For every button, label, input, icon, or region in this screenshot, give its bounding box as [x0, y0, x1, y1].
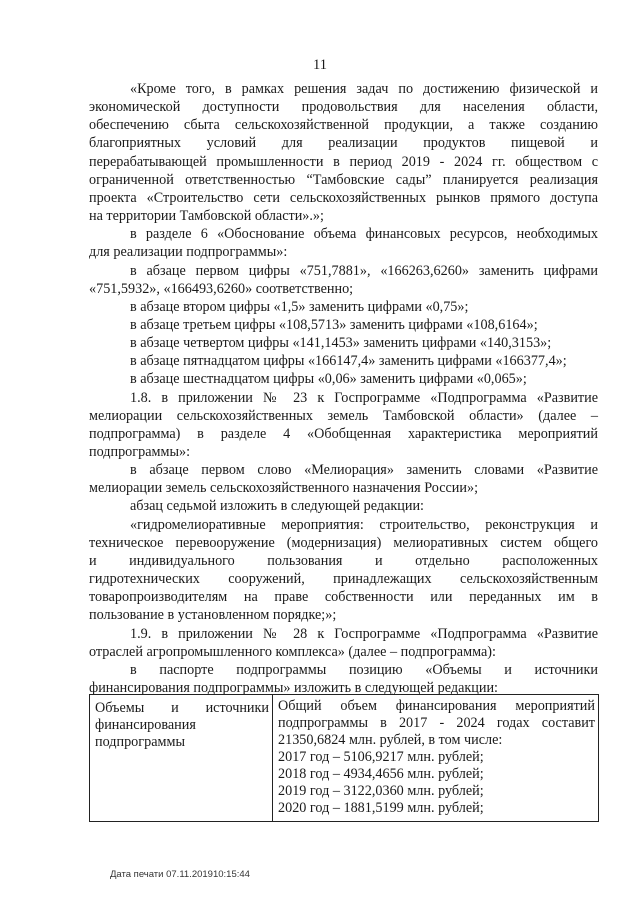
text-line: для реализации подпрограммы»: — [89, 244, 288, 261]
text-line: на территории Тамбовской области».»; — [89, 208, 324, 225]
text-line: отраслей агропромышленного комплекса» (далее – подпрограмма): — [89, 643, 496, 660]
text-line: в абзаце шестнадцатом цифры «0,06» заменить цифрами «0,065»; — [130, 371, 527, 388]
text-line: абзац седьмой изложить в следующей редакции: — [130, 498, 425, 515]
text-line: в абзаце пятнадцатом цифры «166147,4» заменить цифрами «166377,4»; — [130, 353, 567, 370]
funding-value-cell — [273, 695, 599, 822]
text-line: мелиорации сельскохозяйственных земель Тамбовской области» (далее – — [89, 407, 598, 424]
text-line: в абзаце третьем цифры «108,5713» заменить цифрами «108,6164»; — [130, 316, 538, 333]
table-cell-line: 2018 год – 4934,4656 млн. рублей; — [278, 766, 484, 782]
text-line: экономической доступности продовольствия для населения области, — [89, 99, 598, 116]
text-line: проекта «Строительство сети сельскохозяйственных рынков прямого доступа — [89, 189, 598, 206]
print-date: Дата печати 07.11.201910:15:44 — [110, 869, 250, 880]
text-line: перерабатывающей промышленности в период 2019 - 2024 гг. обществом с — [89, 153, 598, 170]
table-cell-line: 2017 год – 5106,9217 млн. рублей; — [278, 749, 484, 765]
text-line: благоприятных условий для реализации продуктов пищевой и — [89, 135, 598, 152]
text-line: в абзаце четвертом цифры «141,1453» заменить цифрами «140,3153»; — [130, 335, 552, 352]
table-cell-line: подпрограммы — [95, 734, 185, 750]
text-line: «гидромелиоративные мероприятия: строительство, реконструкция и — [130, 516, 598, 533]
text-line: техническое перевооружение (модернизация) мелиоративных систем общего — [89, 534, 598, 551]
table-cell-line: 2019 год – 3122,0360 млн. рублей; — [278, 783, 484, 799]
text-line: и индивидуального пользования и отдельно расположенных — [89, 552, 598, 569]
funding-table — [89, 694, 599, 822]
funding-table-row — [90, 695, 599, 822]
text-line: подпрограмма) в разделе 4 «Обобщенная характеристика мероприятий — [89, 425, 598, 442]
text-line: обеспечению сбыта сельскохозяйственной продукции, а также созданию — [89, 117, 598, 134]
page-number: 11 — [313, 57, 327, 73]
text-line: финансирования подпрограммы» изложить в следующей редакции: — [89, 679, 498, 696]
text-line: в абзаце первом цифры «751,7881», «166263,6260» заменить цифрами — [130, 262, 598, 279]
text-line: товаропроизводителям на праве собственности или переданных им в — [89, 589, 598, 606]
table-cell-line: Объемы и источники — [95, 700, 269, 716]
text-line: гидротехнических сооружений, принадлежащих сельскохозяйственным — [89, 571, 598, 588]
text-line: мелиорации земель сельскохозяйственного назначения России»; — [89, 480, 479, 497]
text-line: подпрограммы»: — [89, 444, 191, 460]
table-cell-line: 2020 год – 1881,5199 млн. рублей; — [278, 800, 484, 816]
text-line: 1.9. в приложении № 28 к Госпрограмме «Подпрограмма «Развитие — [130, 625, 598, 642]
funding-label-cell — [90, 695, 273, 822]
text-line: в разделе 6 «Обоснование объема финансовых ресурсов, необходимых — [130, 226, 598, 243]
text-line: ограниченной ответственностью “Тамбовские сады” планируется реализация — [89, 171, 598, 188]
text-line: 1.8. в приложении № 23 к Госпрограмме «Подпрограмма «Развитие — [130, 389, 598, 406]
table-cell-line: Общий объем финансирования мероприятий — [278, 698, 595, 714]
text-line: пользование в установленном порядке;»; — [89, 607, 337, 624]
text-line: «Кроме того, в рамках решения задач по достижению физической и — [130, 81, 598, 97]
text-line: в абзаце втором цифры «1,5» заменить цифрами «0,75»; — [130, 298, 469, 315]
text-line: в паспорте подпрограммы позицию «Объемы и источники — [130, 661, 598, 678]
table-cell-line: 21350,6824 млн. рублей, в том числе: — [278, 732, 503, 748]
table-cell-line: подпрограммы в 2017 - 2024 годах составит — [278, 715, 595, 731]
text-line: «751,5932», «166493,6260» соответственно; — [89, 280, 354, 297]
table-cell-line: финансирования — [95, 717, 196, 733]
text-line: в абзаце первом слово «Мелиорация» заменить словами «Развитие — [130, 462, 598, 479]
